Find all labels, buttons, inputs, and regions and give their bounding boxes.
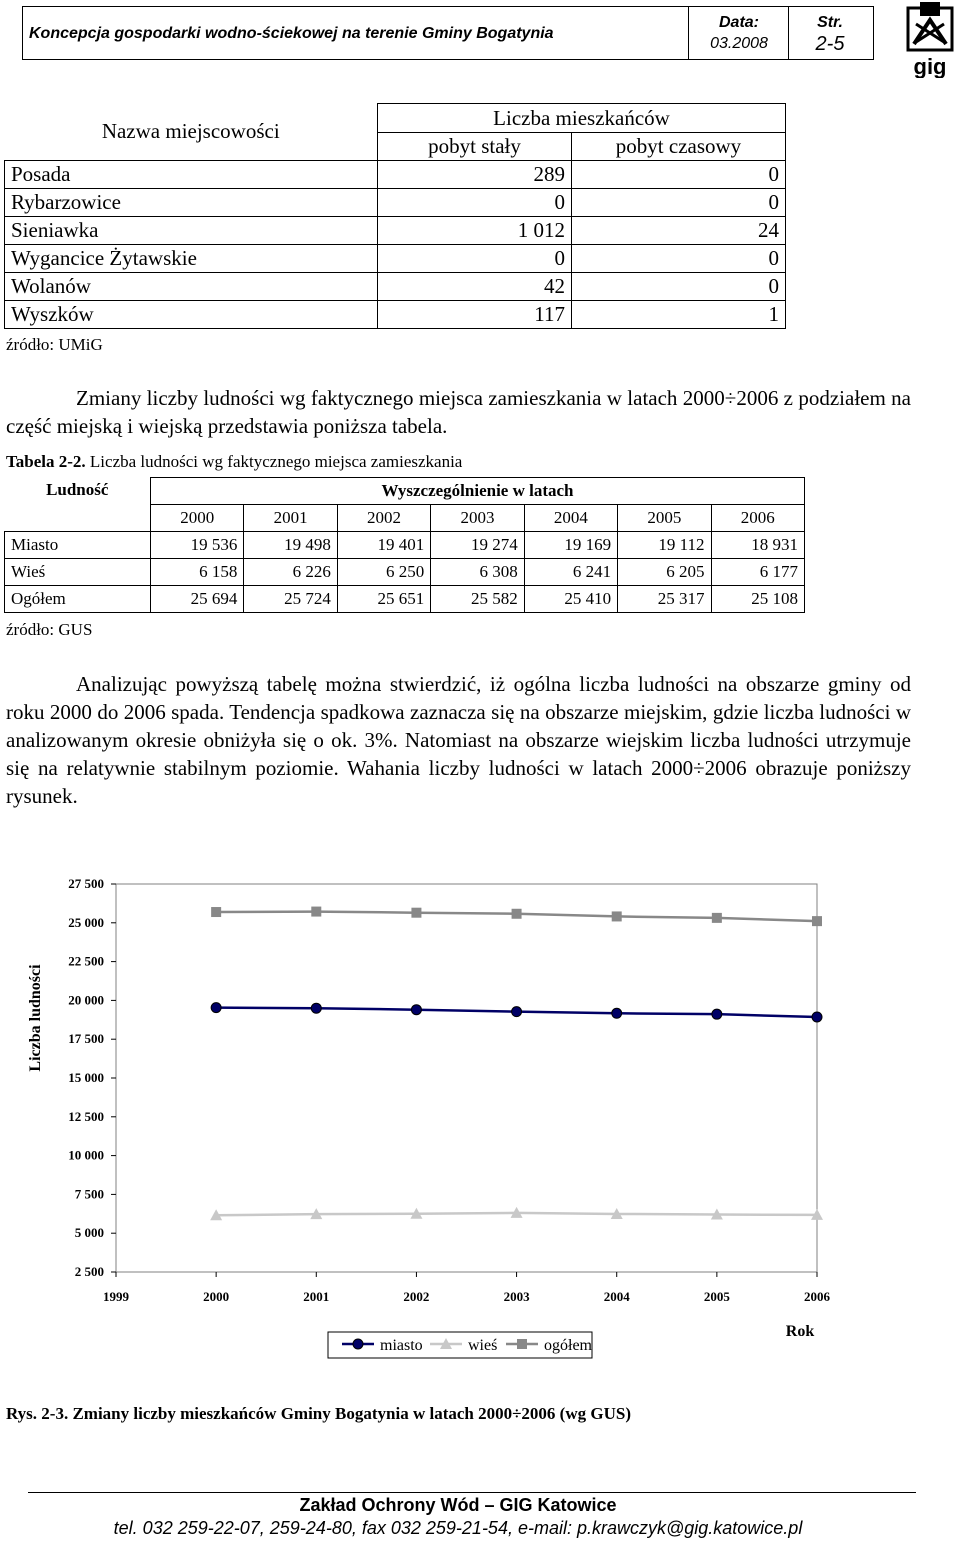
footer-divider xyxy=(28,1492,916,1493)
table-row xyxy=(5,161,786,189)
table2-caption: Tabela 2-2. Liczba ludności wg faktycznego miejsca zamieszkania xyxy=(6,452,463,471)
population-value: 6 226 xyxy=(244,559,337,586)
table-row xyxy=(5,586,805,613)
x-tick-label: 2006 xyxy=(804,1289,830,1304)
locality-name: Rybarzowice xyxy=(5,189,378,217)
data-point xyxy=(211,907,221,917)
y-tick-label: 12 500 xyxy=(68,1108,104,1124)
footer-contact: tel. 032 259-22-07, 259-24-80, fax 032 259-21-54, e-mail: p.krawczyk@gig.katowice.pl xyxy=(113,1518,803,1538)
permanent-count: 1 012 xyxy=(378,217,572,245)
x-tick-label: 2003 xyxy=(503,1289,530,1304)
date-value: 03.2008 xyxy=(710,35,768,52)
header-divider xyxy=(688,7,689,59)
header-permanent: pobyt stały xyxy=(378,133,572,161)
year-header: 2000 xyxy=(151,505,244,532)
y-tick-label: 7 500 xyxy=(74,1186,104,1202)
y-axis-label: Liczba ludności xyxy=(27,964,44,1072)
table-row xyxy=(5,301,786,329)
permanent-count: 0 xyxy=(378,245,572,273)
table-row xyxy=(5,217,786,245)
temporary-count: 0 xyxy=(572,189,786,217)
population-value: 19 498 xyxy=(244,532,337,559)
y-tick-label: 27 500 xyxy=(68,876,104,891)
residents-table xyxy=(4,103,786,329)
x-tick-label: 2002 xyxy=(403,1289,430,1304)
table2-source: źródło: GUS xyxy=(6,620,93,639)
year-header: 2001 xyxy=(244,505,337,532)
year-header: 2006 xyxy=(711,505,804,532)
y-tick-label: 17 500 xyxy=(68,1031,104,1047)
document-title: Koncepcja gospodarki wodno-ściekowej na terenie Gminy Bogatynia xyxy=(29,25,554,42)
logo-text: gig xyxy=(913,54,947,78)
population-value: 25 410 xyxy=(524,586,617,613)
data-point xyxy=(612,1008,622,1018)
header-residents: Liczba mieszkańców xyxy=(378,104,786,133)
temporary-count: 0 xyxy=(572,161,786,189)
temporary-count: 0 xyxy=(572,273,786,301)
population-value: 25 582 xyxy=(431,586,524,613)
y-tick-label: 22 500 xyxy=(68,953,104,969)
table-row xyxy=(5,559,805,586)
data-point xyxy=(512,909,522,919)
y-tick-label: 25 000 xyxy=(68,914,104,930)
page-label: Str. xyxy=(817,14,843,31)
year-header: 2005 xyxy=(618,505,711,532)
legend-label-miasto: miasto xyxy=(380,1337,423,1354)
y-tick-label: 5 000 xyxy=(74,1225,104,1241)
year-header: 2003 xyxy=(431,505,524,532)
data-point xyxy=(512,1007,522,1017)
y-tick-label: 20 000 xyxy=(68,992,104,1008)
table2-caption-text: Liczba ludności wg faktycznego miejsca zamieszkania xyxy=(89,452,463,471)
year-header: 2002 xyxy=(337,505,430,532)
population-value: 19 112 xyxy=(618,532,711,559)
population-value: 6 308 xyxy=(431,559,524,586)
footer-institution: Zakład Ochrony Wód – GIG Katowice xyxy=(299,1495,617,1515)
header-temporary: pobyt czasowy xyxy=(572,133,786,161)
temporary-count: 24 xyxy=(572,217,786,245)
figure-caption: Rys. 2-3. Zmiany liczby mieszkańców Gminy Bogatynia w latach 2000÷2006 (wg GUS) xyxy=(6,1404,631,1423)
table-row xyxy=(5,532,805,559)
temporary-count: 0 xyxy=(572,245,786,273)
population-category: Miasto xyxy=(5,532,151,559)
population-value: 6 250 xyxy=(337,559,430,586)
population-value: 25 317 xyxy=(618,586,711,613)
population-category: Ogółem xyxy=(5,586,151,613)
locality-name: Wyszków xyxy=(5,301,378,329)
data-point xyxy=(517,1339,527,1349)
legend-label-ogółem: ogółem xyxy=(544,1337,592,1354)
population-value: 25 108 xyxy=(711,586,804,613)
header-divider xyxy=(788,7,789,59)
population-value: 6 241 xyxy=(524,559,617,586)
x-tick-label: 2001 xyxy=(303,1289,330,1304)
paragraph-intro: Zmiany liczby ludności wg faktycznego miejsca zamieszkania w latach 2000÷2006 z podziałem na część miejską i wiejską przedstawia poniższa tabela. xyxy=(6,386,911,438)
date-label: Data: xyxy=(718,14,759,31)
year-header: 2004 xyxy=(524,505,617,532)
data-point xyxy=(311,907,321,917)
table1-source: źródło: UMiG xyxy=(6,335,103,354)
data-point xyxy=(211,1003,221,1013)
x-tick-label: 1999 xyxy=(103,1289,129,1304)
population-value: 6 177 xyxy=(711,559,804,586)
permanent-count: 289 xyxy=(378,161,572,189)
paragraph-analysis: Analizując powyższą tabelę można stwierdzić, iż ogólna liczba ludności na obszarze gminy od roku 2000 do 2006 spada. Tendencja spadkowa zaznacza się na obszarze miejskim, gdzie liczba ludności w analizowanym okresie obniżyła się o ok. 3%. Natomiast na obszarze wiejskim liczba ludności utrzymuje się na relatywnie stabilnym poziomie. Wahania liczby ludności w latach 2000÷2006 obrazuje poniższy rysunek. xyxy=(6,672,911,808)
locality-name: Wygancice Żytawskie xyxy=(5,245,378,273)
page-number: 2-5 xyxy=(815,33,845,55)
permanent-count: 0 xyxy=(378,189,572,217)
population-value: 6 158 xyxy=(151,559,244,586)
population-value: 25 724 xyxy=(244,586,337,613)
page-header xyxy=(22,6,874,60)
table-row xyxy=(5,273,786,301)
header-population: Ludność xyxy=(5,478,151,532)
data-point xyxy=(812,1012,822,1022)
permanent-count: 42 xyxy=(378,273,572,301)
data-point xyxy=(411,1005,421,1015)
x-tick-label: 2004 xyxy=(603,1289,630,1304)
population-value: 19 274 xyxy=(431,532,524,559)
locality-name: Wolanów xyxy=(5,273,378,301)
x-tick-label: 2005 xyxy=(703,1289,730,1304)
data-point xyxy=(411,908,421,918)
population-value: 25 651 xyxy=(337,586,430,613)
header-years-group: Wyszczególnienie w latach xyxy=(151,478,805,505)
population-value: 19 401 xyxy=(337,532,430,559)
y-tick-label: 2 500 xyxy=(74,1264,104,1279)
locality-name: Posada xyxy=(5,161,378,189)
population-value: 19 169 xyxy=(524,532,617,559)
x-axis-label: Rok xyxy=(785,1323,815,1340)
data-point xyxy=(311,1003,321,1013)
data-point xyxy=(353,1339,363,1349)
data-point xyxy=(712,913,722,923)
permanent-count: 117 xyxy=(378,301,572,329)
data-point xyxy=(812,916,822,926)
table-row xyxy=(5,189,786,217)
data-point xyxy=(612,911,622,921)
table-row xyxy=(5,245,786,273)
gig-logo xyxy=(898,0,960,78)
population-value: 19 536 xyxy=(151,532,244,559)
y-tick-label: 15 000 xyxy=(68,1070,104,1085)
population-category: Wieś xyxy=(5,559,151,586)
y-tick-label: 10 000 xyxy=(68,1147,104,1163)
legend-label-wieś: wieś xyxy=(468,1337,498,1354)
data-point xyxy=(712,1009,722,1019)
population-value: 18 931 xyxy=(711,532,804,559)
x-tick-label: 2000 xyxy=(203,1289,230,1304)
population-value: 25 694 xyxy=(151,586,244,613)
population-chart xyxy=(0,860,960,1370)
temporary-count: 1 xyxy=(572,301,786,329)
population-table xyxy=(4,477,805,613)
header-locality: Nazwa miejscowości xyxy=(5,104,378,161)
population-value: 6 205 xyxy=(618,559,711,586)
locality-name: Sieniawka xyxy=(5,217,378,245)
